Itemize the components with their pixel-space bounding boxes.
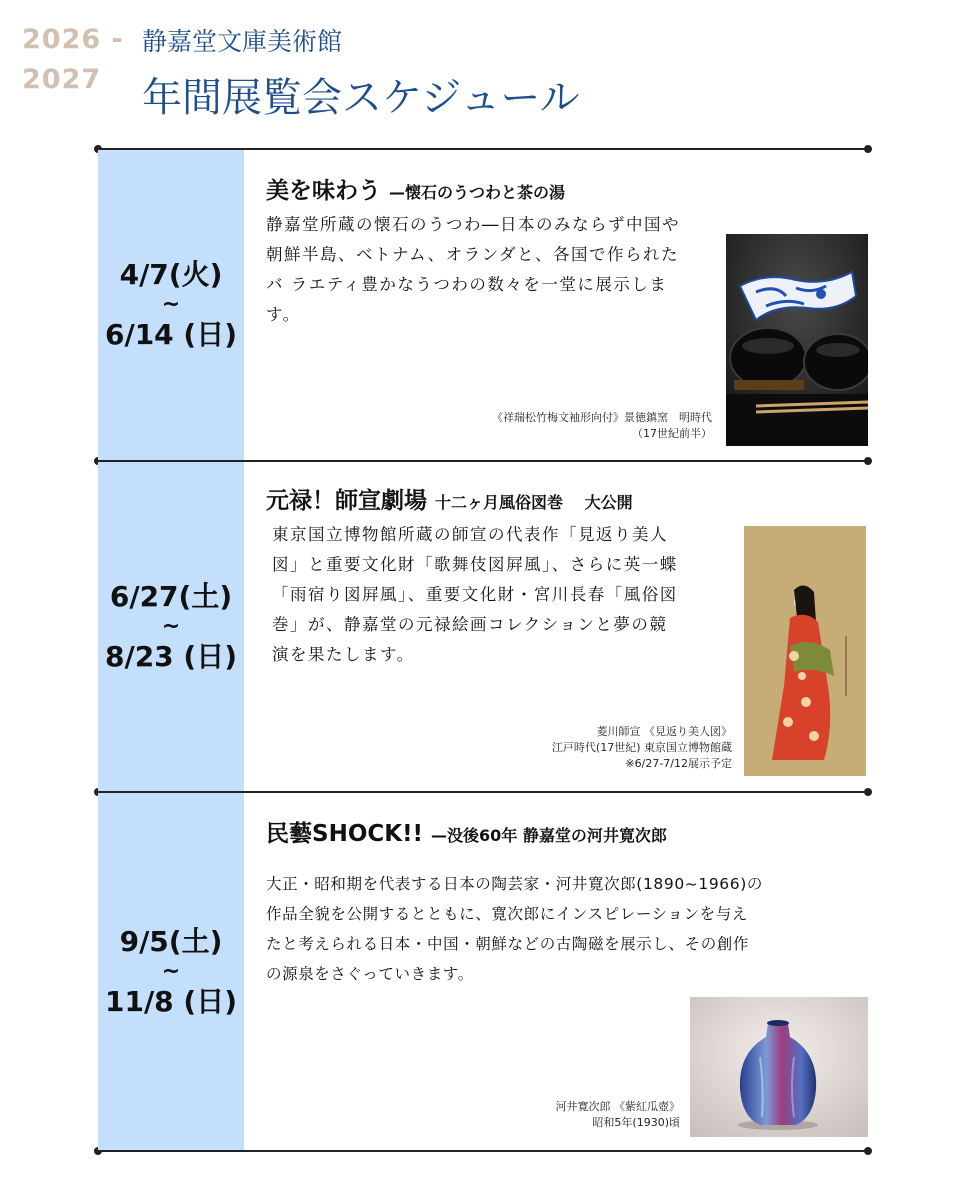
desc-line: 東京国立博物館所蔵の師宣の代表作「見返り美人 [272,525,668,544]
lacquer-bowls-image [726,234,868,446]
caption-line: 《祥瑞松竹梅文袖形向付》景徳鎮窯 明時代 [492,411,712,424]
exhibition-2 [98,462,870,791]
mikaeri-bijin-illustration [744,526,866,776]
date-end: 11/8 (日) [104,984,238,1018]
desc-line: 朝鮮半島、ベトナム、オランダと、各国で作られた [266,245,680,264]
caption-line: （17世紀前半） [632,427,712,440]
exhibition-title [266,815,667,848]
exhibition-description [266,210,680,330]
image-caption [556,1099,681,1131]
title-sub: 十二ヶ月風俗図巻 大公開 [435,493,633,512]
desc-line: の源泉をさぐっていきます。 [266,965,474,983]
title-sub: —懐石のうつわと茶の湯 [389,183,566,202]
desc-line: 図」と重要文化財「歌舞伎図屛風」、さらに英一蝶 [272,555,678,574]
date-tilde: ~ [161,958,181,984]
desc-line: 「雨宿り図屛風」、重要文化財・宮川長春「風俗図 [272,585,678,604]
date-end: 8/23 (日) [104,639,238,673]
desc-line: す。 [266,305,301,324]
desc-line: バ ラエティ豊かなうつわの数々を一堂に展示しま [266,275,668,294]
year-start: 2026 - [22,24,124,55]
title-main: 民藝SHOCK!! [266,821,424,847]
caption-line: 河井寛次郎 《紫紅瓜壺》 [555,1100,680,1113]
gourd-vase-illustration [690,997,868,1137]
date-end: 6/14 (日) [104,318,238,351]
divider-bottom [98,1150,868,1152]
title-sub: —没後60年 静嘉堂の河井寛次郎 [431,826,667,845]
date-start: 6/27(土) [109,579,233,613]
exhibition-3 [98,793,870,1150]
date-band [98,462,244,791]
image-caption [492,410,712,442]
exhibition-content [266,793,870,1150]
desc-line: 演を果たします。 [272,645,415,664]
date-start: 4/7(火) [119,258,223,291]
mikaeri-bijin-image [744,526,866,776]
date-band [98,150,244,460]
exhibition-content [266,462,870,791]
year-range [22,20,124,100]
desc-line: 巻」が、静嘉堂の元禄絵画コレクションと夢の競 [272,615,668,634]
caption-line: ※6/27-7/12展示予定 [625,757,732,770]
exhibition-1 [98,150,870,460]
date-tilde: ~ [161,292,181,317]
exhibition-description [272,520,678,670]
museum-name: 静嘉堂文庫美術館 [142,27,343,56]
desc-line: 作品全貌を公開するとともに、寛次郎にインスピレーションを与え [266,905,748,923]
exhibition-description [266,869,763,989]
title-main: 元禄！師宣劇場 [266,488,427,514]
desc-line: 大正・昭和期を代表する日本の陶芸家・河井寛次郎(1890~1966)の [266,875,763,893]
date-band [98,793,244,1150]
title-main: 美を味わう [266,178,381,204]
date-tilde: ~ [161,613,181,639]
exhibition-content [266,150,870,460]
desc-line: たと考えられる日本・中国・朝鮮などの古陶磁を展示し、その創作 [266,935,750,953]
exhibition-title [266,172,565,205]
caption-line: 昭和5年(1930)頃 [592,1116,680,1129]
page-title: 年間展覧会スケジュール [142,75,580,121]
lacquer-bowls-illustration [726,234,868,446]
caption-line: 菱川師宣 《見返り美人図》 [596,725,732,738]
year-end: 2027 [22,64,102,95]
gourd-vase-image [690,997,868,1137]
exhibition-title [266,482,633,515]
desc-line: 静嘉堂所蔵の懐石のうつわ―日本のみならず中国や [266,215,680,234]
date-start: 9/5(土) [119,924,223,958]
caption-line: 江戸時代(17世紀) 東京国立博物館蔵 [551,741,732,754]
image-caption [552,724,732,772]
